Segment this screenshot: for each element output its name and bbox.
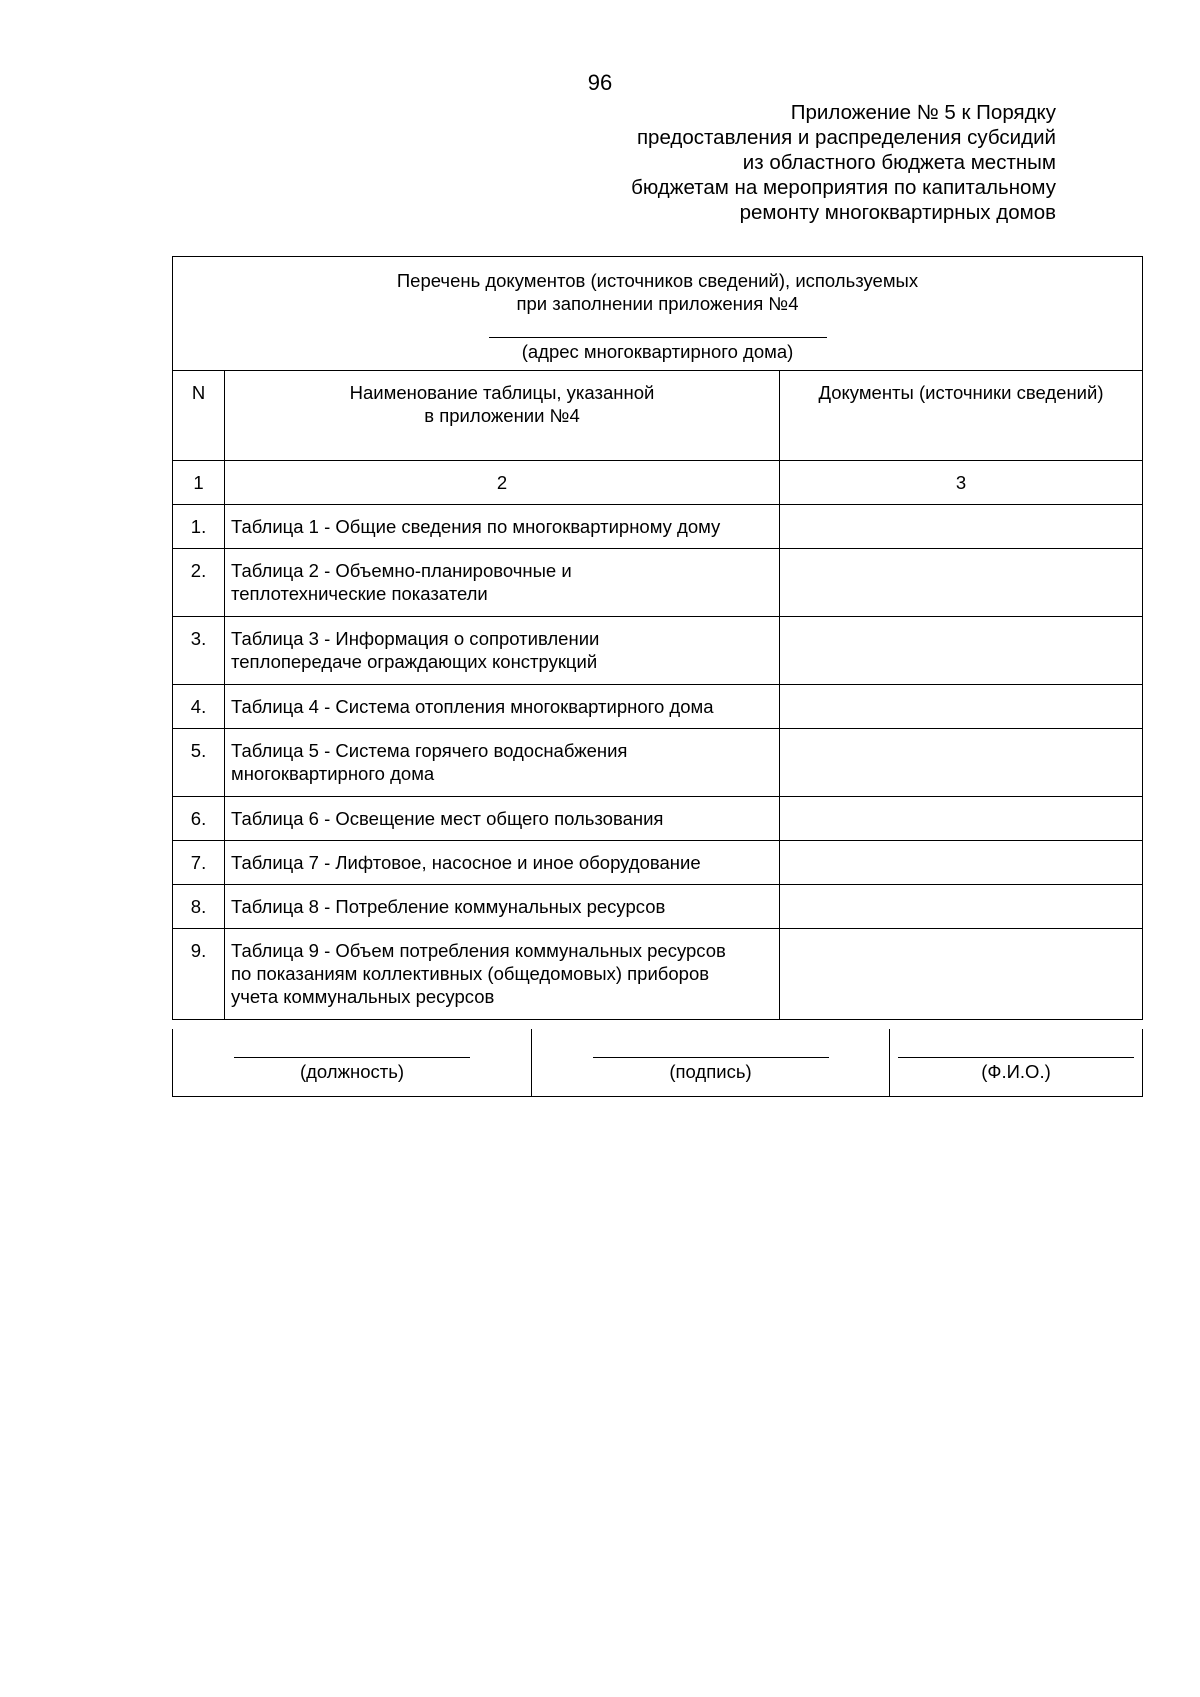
row-number: 8. — [173, 885, 225, 929]
row-number: 7. — [173, 841, 225, 885]
row-table-name: Таблица 6 - Освещение мест общего пользования — [225, 797, 780, 841]
position-cell[interactable] — [173, 1029, 532, 1097]
column-number-row — [173, 461, 1143, 505]
table-title-line: Перечень документов (источников сведений), используемых — [396, 270, 919, 291]
full-name-fill-line — [898, 1057, 1134, 1058]
row-table-name: Таблица 8 - Потребление коммунальных ресурсов — [225, 885, 780, 929]
table-row — [173, 729, 1143, 797]
row-documents-cell[interactable] — [780, 797, 1143, 841]
table-row — [173, 841, 1143, 885]
full-name-label: (Ф.И.О.) — [981, 1061, 1051, 1082]
row-documents-cell[interactable] — [780, 929, 1143, 1020]
row-table-name: Таблица 5 - Система горячего водоснабжения многоквартирного дома — [225, 729, 780, 797]
header-table-name-line: в приложении №4 — [424, 405, 580, 426]
row-number: 9. — [173, 929, 225, 1020]
row-table-name: Таблица 4 - Система отопления многоквартирного дома — [225, 685, 780, 729]
address-fill-line — [489, 325, 827, 338]
row-documents-cell[interactable] — [780, 885, 1143, 929]
table-row — [173, 885, 1143, 929]
appendix-header-line: ремонту многоквартирных домов — [739, 201, 1056, 224]
signature-block — [172, 1029, 1143, 1097]
row-number: 3. — [173, 617, 225, 685]
signature-fill-line — [593, 1057, 829, 1058]
row-number: 1. — [173, 505, 225, 549]
column-number: 2 — [225, 461, 780, 505]
signature-cell[interactable] — [532, 1029, 890, 1097]
table-row — [173, 505, 1143, 549]
header-documents: Документы (источники сведений) — [780, 371, 1143, 461]
column-number: 3 — [780, 461, 1143, 505]
row-documents-cell[interactable] — [780, 841, 1143, 885]
table-title-cell — [173, 257, 1143, 371]
header-row — [173, 371, 1143, 461]
row-documents-cell[interactable] — [780, 685, 1143, 729]
row-number: 4. — [173, 685, 225, 729]
appendix-header — [496, 100, 1056, 225]
appendix-header-line: Приложение № 5 к Порядку — [790, 101, 1056, 124]
row-documents-cell[interactable] — [780, 505, 1143, 549]
appendix-header-line: предоставления и распределения субсидий — [636, 126, 1056, 149]
documents-table — [172, 256, 1143, 1020]
header-table-name — [225, 371, 780, 461]
signature-label: (подпись) — [669, 1061, 752, 1082]
row-number: 6. — [173, 797, 225, 841]
row-documents-cell[interactable] — [780, 617, 1143, 685]
full-name-cell[interactable] — [890, 1029, 1143, 1097]
table-title-line: при заполнении приложения №4 — [516, 293, 799, 314]
appendix-header-line: бюджетам на мероприятия по капитальному — [631, 176, 1056, 199]
row-table-name: Таблица 7 - Лифтовое, насосное и иное оборудование — [225, 841, 780, 885]
row-table-name: Таблица 9 - Объем потребления коммунальных ресурсов по показаниям коллективных (общедомовых) приборов учета коммунальных ресурсов — [225, 929, 780, 1020]
table-row — [173, 929, 1143, 1020]
row-table-name: Таблица 1 - Общие сведения по многоквартирному дому — [225, 505, 780, 549]
header-table-name-line: Наименование таблицы, указанной — [349, 382, 655, 403]
position-fill-line — [234, 1057, 470, 1058]
table-row — [173, 685, 1143, 729]
row-number: 5. — [173, 729, 225, 797]
row-table-name: Таблица 2 - Объемно-планировочные и теплотехнические показатели — [225, 549, 780, 617]
row-number: 2. — [173, 549, 225, 617]
row-table-name: Таблица 3 - Информация о сопротивлении теплопередаче ограждающих конструкций — [225, 617, 780, 685]
appendix-header-line: из областного бюджета местным — [742, 151, 1056, 174]
table-row — [173, 797, 1143, 841]
row-documents-cell[interactable] — [780, 729, 1143, 797]
header-number: N — [173, 371, 225, 461]
column-number: 1 — [173, 461, 225, 505]
row-documents-cell[interactable] — [780, 549, 1143, 617]
table-title — [173, 257, 1142, 315]
position-label: (должность) — [299, 1061, 405, 1082]
address-caption: (адрес многоквартирного дома) — [521, 341, 794, 362]
page-number: 96 — [587, 70, 613, 95]
table-row — [173, 617, 1143, 685]
table-row — [173, 549, 1143, 617]
